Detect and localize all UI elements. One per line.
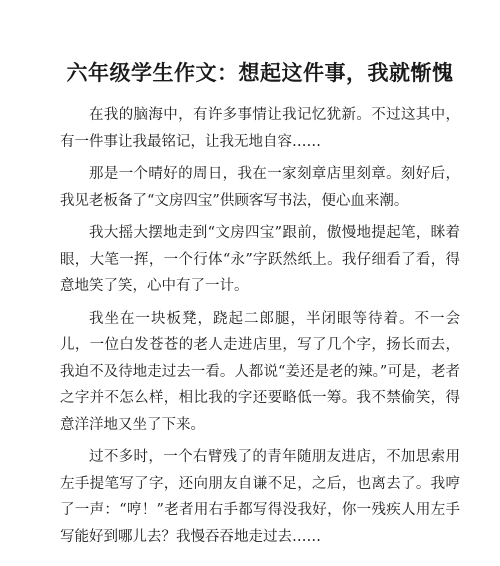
paragraph-3: 我大摇大摆地走到“文房四宝”跟前，傲慢地提起笔，眯着眼，大笔一挥，一个行体“永”字跃然纸上。我仔细看了看，得意地笑了笑，心中有了一计。 [60,225,460,294]
paragraph-5: 过不多时，一个右臂残了的青年随朋友进店，不加思索用左手提笔写了字，还向朋友自谦不足，之后，也离去了。我哼了一声：“哼！”老者用右手都写得没我好，你一残疾人用左手写能好到哪儿去？我慢吞吞地走过去…… [60,449,460,545]
article-title: 六年级学生作文：想起这件事，我就惭愧 [66,61,454,85]
article-body [60,102,460,550]
paragraph-4: 我坐在一块板凳，跷起二郎腿，半闭眼等待着。不一会儿，一位白发苍苍的老人走进店里，写了几个字，扬长而去，我迫不及待地走过去一看。人都说“姜还是老的辣。”可是，老者之字并不怎么样，相比我的字还要略低一筹。我不禁偷笑，得意洋洋地又坐了下来。 [60,310,460,433]
paragraph-1: 在我的脑海中，有许多事情让我记忆犹新。不过这其中，有一件事让我最铭记，让我无地自容…… [60,107,460,150]
paragraph-2: 那是一个晴好的周日，我在一家刻章店里刻章。刻好后，我见老板备了“文房四宝”供顾客写书法，便心血来潮。 [60,166,460,209]
